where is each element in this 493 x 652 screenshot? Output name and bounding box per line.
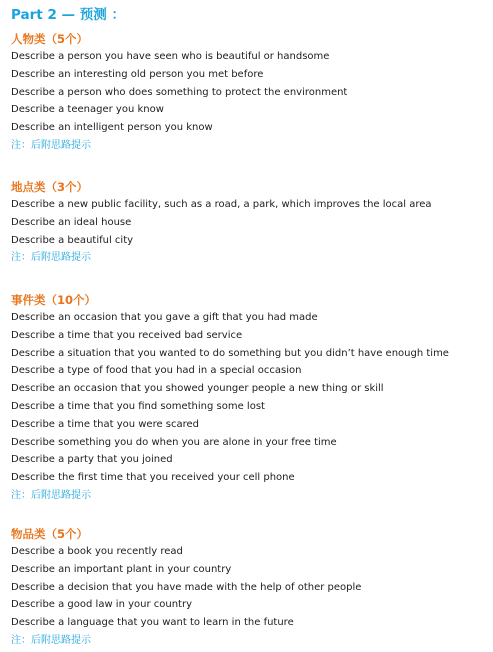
- topic-item: Describe an interesting old person you met before: [11, 68, 264, 80]
- topic-item: Describe a language that you want to learn in the future: [11, 617, 294, 629]
- topic-item: Describe an occasion that you gave a gift that you had made: [11, 312, 318, 323]
- topic-item: Describe a situation that you wanted to do something but you didn’t have enough time: [11, 347, 449, 359]
- section-heading: 物品类（5个）: [11, 527, 89, 541]
- topic-item: Describe a beautiful city: [11, 234, 134, 246]
- topic-item: Describe a book you recently read: [11, 546, 183, 557]
- hint-note: 注：后附思路提示: [11, 139, 91, 151]
- section-events: [11, 291, 449, 505]
- topic-item: Describe a time that you received bad service: [11, 329, 243, 341]
- topic-list: [11, 543, 361, 632]
- part-title: Part 2 — 预测 ：: [11, 7, 125, 23]
- section-heading: 地点类（3个）: [11, 180, 89, 194]
- topic-item: Describe an important plant in your country: [11, 563, 232, 575]
- section-objects: [11, 525, 361, 650]
- topic-item: Describe a person you have seen who is beautiful or handsome: [11, 51, 330, 62]
- section-places: [11, 178, 432, 267]
- hint-note: 注：后附思路提示: [11, 634, 91, 646]
- section-people: [11, 30, 347, 155]
- topic-item: Describe something you do when you are alone in your free time: [11, 436, 337, 448]
- hint-note: 注：后附思路提示: [11, 252, 91, 264]
- topic-item: Describe a good law in your country: [11, 599, 193, 611]
- topic-item: Describe a decision that you have made with the help of other people: [11, 581, 362, 593]
- topic-item: Describe a time that you find something some lost: [11, 400, 265, 412]
- topic-item: Describe an ideal house: [11, 216, 132, 228]
- topic-item: Describe an intelligent person you know: [11, 122, 213, 134]
- topic-list: [11, 309, 449, 487]
- topic-item: Describe the first time that you received your cell phone: [11, 472, 295, 484]
- section-heading: 事件类（10个）: [11, 293, 97, 307]
- topic-list: [11, 196, 432, 249]
- topic-item: Describe a teenager you know: [11, 104, 164, 116]
- topic-item: Describe a time that you were scared: [11, 418, 200, 430]
- topic-item: Describe a new public facility, such as a road, a park, which improves the local area: [11, 199, 432, 210]
- hint-note: 注：后附思路提示: [11, 489, 91, 501]
- topic-item: Describe a type of food that you had in a special occasion: [11, 365, 302, 377]
- topic-item: Describe an occasion that you showed younger people a new thing or skill: [11, 383, 384, 395]
- topic-item: Describe a person who does something to protect the environment: [11, 86, 348, 98]
- section-heading: 人物类（5个）: [11, 32, 89, 46]
- topic-list: [11, 48, 347, 137]
- topic-item: Describe a party that you joined: [11, 454, 173, 466]
